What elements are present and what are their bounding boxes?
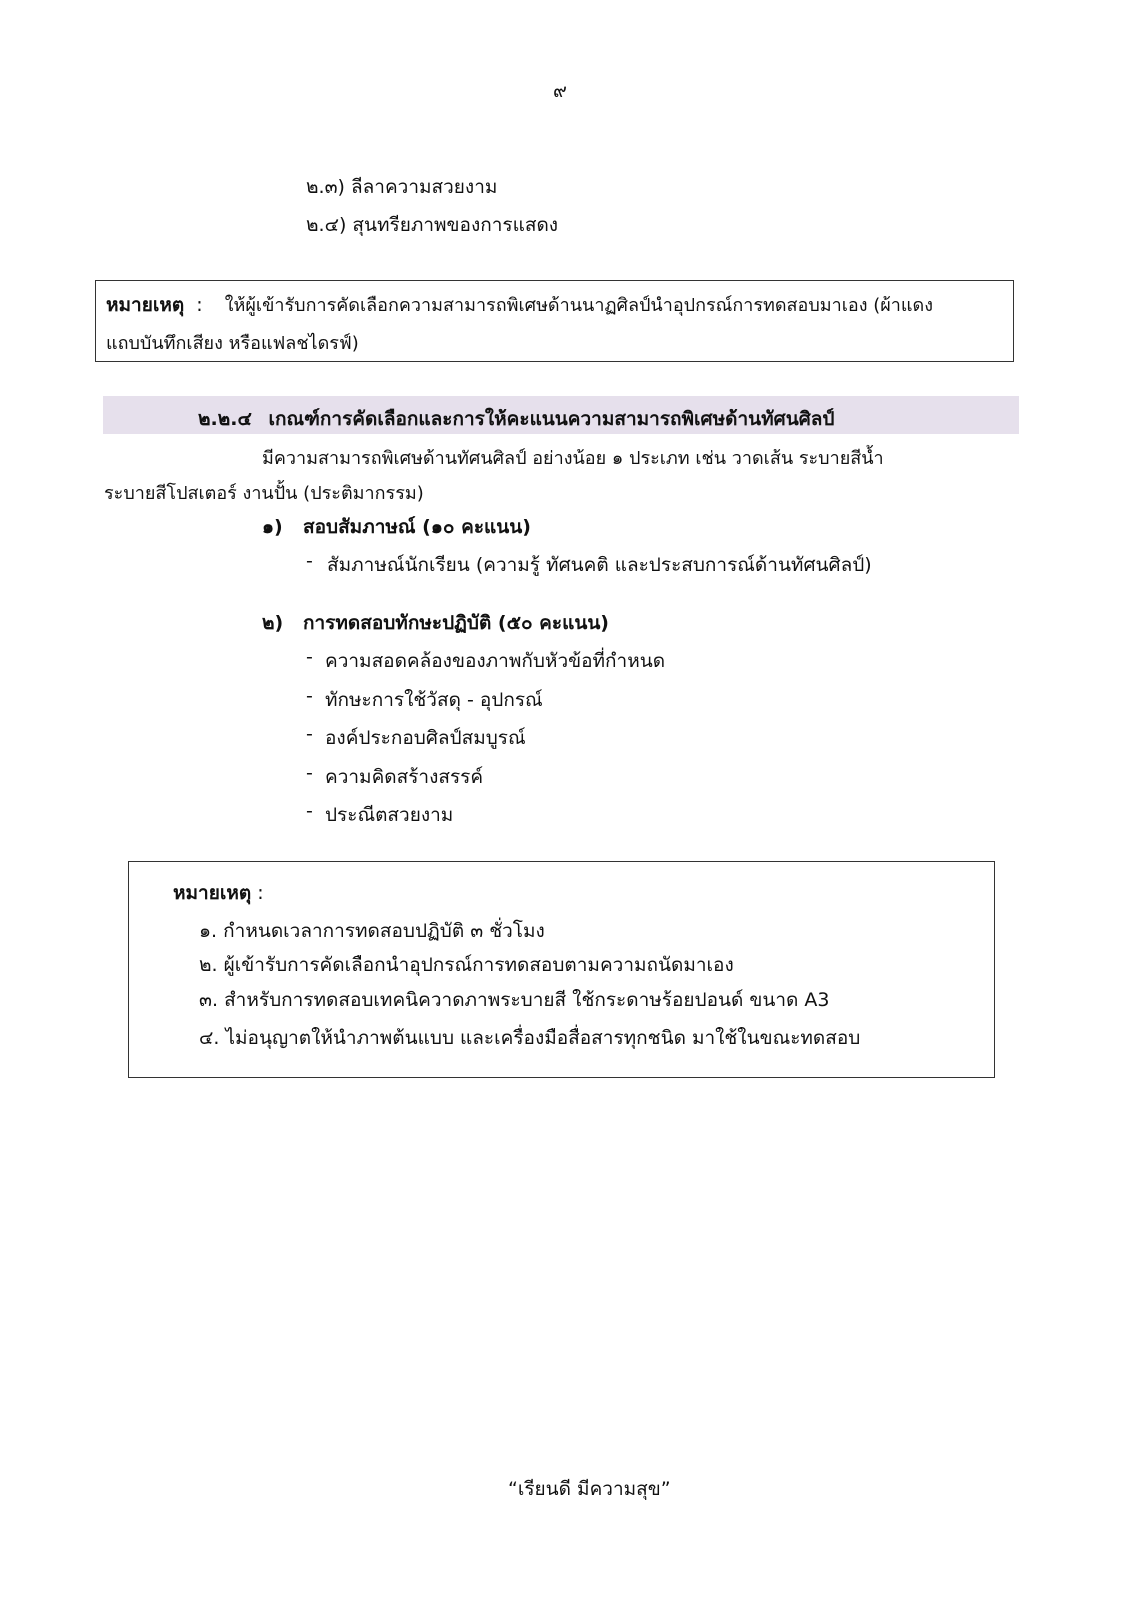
bullet: - bbox=[306, 762, 313, 784]
section-number: ๒.๒.๔ bbox=[198, 408, 252, 430]
list-item: ความคิดสร้างสรรค์ bbox=[325, 766, 484, 788]
list-item: ประณีตสวยงาม bbox=[325, 804, 454, 826]
note-item: ๓. สำหรับการทดสอบเทคนิควาดภาพระบายสี ใช้กระดาษร้อยปอนด์ ขนาด A3 bbox=[199, 989, 830, 1011]
note-box bbox=[95, 280, 1014, 362]
bullet: - bbox=[306, 800, 313, 822]
section-title: เกณฑ์การคัดเลือกและการให้คะแนนความสามารถพิเศษด้านทัศนศิลป์ bbox=[268, 408, 835, 430]
note-item: ๔. ไม่อนุญาตให้นำภาพต้นแบบ และเครื่องมือสื่อสารทุกชนิด มาใช้ในขณะทดสอบ bbox=[199, 1027, 861, 1049]
note-item: ๒. ผู้เข้ารับการคัดเลือกนำอุปกรณ์การทดสอบตามความถนัดมาเอง bbox=[199, 954, 734, 976]
part1-title: สอบสัมภาษณ์ (๑๐ คะแนน) bbox=[303, 516, 531, 538]
note-colon: : bbox=[251, 882, 264, 904]
bullet: - bbox=[306, 646, 313, 668]
bullet: - bbox=[306, 723, 313, 745]
part1-number: ๑) bbox=[262, 516, 283, 538]
list-item: สัมภาษณ์นักเรียน (ความรู้ ทัศนคติ และประสบการณ์ด้านทัศนศิลป์) bbox=[327, 554, 872, 576]
page-number: ๙ bbox=[553, 80, 567, 102]
list-item: ๒.๔) สุนทรียภาพของการแสดง bbox=[306, 214, 559, 236]
intro-line-2: ระบายสีโปสเตอร์ งานปั้น (ประติมากรรม) bbox=[104, 483, 424, 504]
note-label: หมายเหตุ bbox=[106, 294, 185, 316]
list-item: ทักษะการใช้วัสดุ - อุปกรณ์ bbox=[325, 689, 543, 711]
part2-number: ๒) bbox=[262, 612, 284, 634]
note-item: ๑. กำหนดเวลาการทดสอบปฏิบัติ ๓ ชั่วโมง bbox=[199, 920, 545, 942]
note-label: หมายเหตุ bbox=[173, 882, 252, 904]
note-text-line2: แถบบันทึกเสียง หรือแฟลชไดรฟ์) bbox=[106, 333, 359, 354]
intro-line-1: มีความสามารถพิเศษด้านทัศนศิลป์ อย่างน้อย ๑ ประเภท เช่น วาดเส้น ระบายสีน้ำ bbox=[262, 448, 884, 469]
note-text-line1: ให้ผู้เข้ารับการคัดเลือกความสามารถพิเศษด้านนาฏศิลป์นำอุปกรณ์การทดสอบมาเอง (ผ้าแดง bbox=[224, 295, 933, 316]
note-box bbox=[128, 861, 995, 1078]
bullet: - bbox=[306, 550, 313, 572]
list-item: ๒.๓) ลีลาความสวยงาม bbox=[306, 176, 498, 198]
bullet: - bbox=[306, 685, 313, 707]
footer-motto: “เรียนดี มีความสุข” bbox=[508, 1478, 671, 1500]
section-heading bbox=[198, 404, 834, 434]
list-item: องค์ประกอบศิลป์สมบูรณ์ bbox=[325, 727, 526, 749]
list-item: ความสอดคล้องของภาพกับหัวข้อที่กำหนด bbox=[325, 650, 666, 672]
part2-title: การทดสอบทักษะปฏิบัติ (๕๐ คะแนน) bbox=[303, 612, 609, 634]
note-colon: : bbox=[196, 294, 203, 316]
